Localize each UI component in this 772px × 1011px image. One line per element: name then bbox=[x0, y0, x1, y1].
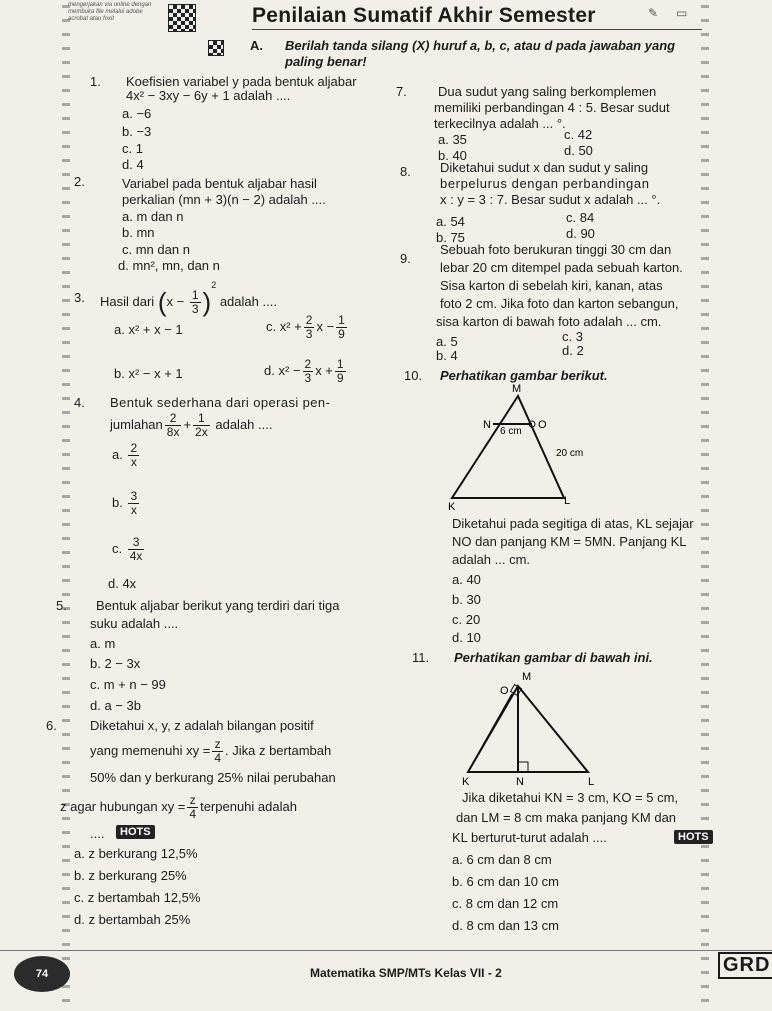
q3-option-c[interactable]: c. x² + $\frac{2}{3}$ x − $\frac{1}{9}$ bbox=[266, 313, 345, 341]
q4-text-2: jumlahan $\frac{2}{8x}$ + $\frac{1}{2x}$ adalah .... bbox=[110, 411, 273, 439]
q4-text-1: Bentuk sederhana dari operasi pen- bbox=[110, 395, 331, 410]
q10-label-o: O bbox=[538, 419, 547, 431]
q5-number: 5. bbox=[56, 598, 67, 613]
q6-option-a[interactable]: a. z berkurang 12,5% bbox=[74, 846, 198, 861]
q1-option-c[interactable]: c. 1 bbox=[122, 141, 143, 156]
q5-option-a[interactable]: a. m bbox=[90, 636, 116, 651]
q11-label-l: L bbox=[588, 776, 595, 788]
q10-option-a[interactable]: a. 40 bbox=[452, 572, 481, 587]
section-instruction: Berilah tanda silang (X) huruf a, b, c, atau d pada jawaban yang paling benar! bbox=[285, 38, 676, 69]
q3-option-b[interactable]: b. x² − x + 1 bbox=[114, 366, 183, 381]
q11-option-c[interactable]: c. 8 cm dan 12 cm bbox=[452, 896, 559, 911]
q10-label-ml-length: 20 cm bbox=[556, 448, 584, 459]
q10-triangle-kml bbox=[452, 396, 564, 498]
q9-text-5: sisa karton di bawah foto adalah ... cm. bbox=[436, 314, 662, 329]
q2-option-b[interactable]: b. mn bbox=[122, 225, 155, 240]
q10-label-l: L bbox=[564, 495, 571, 507]
q5-text-1: Bentuk aljabar berikut yang terdiri dari tiga bbox=[96, 598, 340, 613]
q7-text-2: memiliki perbandingan 4 : 5. Besar sudut bbox=[434, 100, 670, 115]
q9-text-2: lebar 20 cm ditempel pada sebuah karton. bbox=[440, 260, 683, 275]
qr-code bbox=[168, 4, 196, 32]
q10-text-1: Perhatikan gambar berikut. bbox=[440, 368, 608, 383]
publisher-logo: GRD bbox=[718, 952, 772, 979]
q6-text-5: .... bbox=[90, 826, 105, 841]
q11-text-3: dan LM = 8 cm maka panjang KM dan bbox=[456, 810, 677, 825]
q8-option-a[interactable]: a. 54 bbox=[436, 214, 465, 229]
q1-text-1: Koefisien variabel y pada bentuk aljabar bbox=[126, 74, 357, 89]
q10-option-c[interactable]: c. 20 bbox=[452, 612, 481, 627]
q11-text-1: Perhatikan gambar di bawah ini. bbox=[454, 650, 653, 665]
q8-text-2: berpelurus dengan perbandingan bbox=[440, 176, 650, 191]
q8-text-1: Diketahui sudut x dan sudut y saling bbox=[440, 160, 649, 175]
q1-text-2: 4x² − 3xy − 6y + 1 adalah .... bbox=[126, 88, 291, 103]
q1-option-b[interactable]: b. −3 bbox=[122, 124, 152, 139]
q9-option-b[interactable]: b. 4 bbox=[436, 348, 458, 363]
q3-stem-fraction: $\frac{1}{3}$ bbox=[191, 288, 199, 317]
q7-text-1: Dua sudut yang saling berkomplemen bbox=[438, 84, 657, 99]
q6-number: 6. bbox=[46, 718, 57, 733]
q10-label-k: K bbox=[448, 501, 456, 510]
q11-text-4: KL berturut-turut adalah .... bbox=[452, 830, 607, 845]
q10-text-3: NO dan panjang KM = 5MN. Panjang KL bbox=[452, 534, 687, 549]
q9-number: 9. bbox=[400, 251, 411, 266]
q6-text-1: Diketahui x, y, z adalah bilangan positif bbox=[90, 718, 314, 733]
q10-option-b[interactable]: b. 30 bbox=[452, 592, 481, 607]
q11-option-a[interactable]: a. 6 cm dan 8 cm bbox=[452, 852, 552, 867]
q7-option-a[interactable]: a. 35 bbox=[438, 132, 467, 147]
binder-rings-right bbox=[701, 0, 709, 1011]
q9-text-3: Sisa karton di sebelah kiri, kanan, atas bbox=[440, 278, 663, 293]
q11-triangle-kml bbox=[468, 686, 588, 772]
title-divider bbox=[252, 29, 702, 30]
q7-text-3: terkecilnya adalah ... °. bbox=[434, 116, 566, 131]
q6-text-2: yang memenuhi xy = $\frac{z}{4}$ . Jika z bertambah bbox=[90, 737, 332, 765]
q11-segment-ko bbox=[468, 694, 512, 772]
q10-text-4: adalah ... cm. bbox=[452, 552, 531, 567]
q2-number: 2. bbox=[74, 174, 85, 189]
q8-option-b[interactable]: b. 75 bbox=[436, 230, 465, 245]
q8-option-d[interactable]: d. 90 bbox=[566, 226, 595, 241]
q5-text-2: suku adalah .... bbox=[90, 616, 179, 631]
q11-triangle-figure bbox=[460, 668, 610, 798]
q6-text-4: z agar hubungan xy = $\frac{z}{4}$ terpenuhi adalah bbox=[60, 793, 297, 821]
q2-text-2: perkalian (mn + 3)(n − 2) adalah .... bbox=[122, 192, 326, 207]
q5-option-c[interactable]: c. m + n − 99 bbox=[90, 677, 166, 692]
q3-option-d[interactable]: d. x² − $\frac{2}{3}$ x + $\frac{1}{9}$ bbox=[264, 357, 344, 385]
q6-option-d[interactable]: d. z bertambah 25% bbox=[74, 912, 191, 927]
q11-label-o: O bbox=[500, 685, 509, 697]
page-number: 74 bbox=[14, 956, 70, 992]
q6-option-c[interactable]: c. z bertambah 12,5% bbox=[74, 890, 201, 905]
q7-option-c[interactable]: c. 42 bbox=[564, 127, 593, 142]
q2-option-c[interactable]: c. mn dan n bbox=[122, 242, 190, 257]
q9-option-c[interactable]: c. 3 bbox=[562, 329, 583, 344]
q10-option-d[interactable]: d. 10 bbox=[452, 630, 481, 645]
q2-option-d[interactable]: d. mn², mn, dan n bbox=[118, 258, 220, 273]
q6-option-b[interactable]: b. z berkurang 25% bbox=[74, 868, 187, 883]
q11-label-m: M bbox=[522, 671, 532, 683]
section-letter: A. bbox=[250, 38, 263, 53]
q9-text-1: Sebuah foto berukuran tinggi 30 cm dan bbox=[440, 242, 672, 257]
footer-title: Matematika SMP/MTs Kelas VII - 2 bbox=[310, 966, 502, 980]
q9-option-d[interactable]: d. 2 bbox=[562, 343, 584, 358]
q10-text-2: Diketahui pada segitiga di atas, KL sejajar bbox=[452, 516, 694, 531]
q4-option-a[interactable]: a. $\frac{2}{x}$ bbox=[112, 441, 138, 469]
q11-number: 11. bbox=[412, 650, 430, 665]
q10-label-m: M bbox=[512, 383, 522, 395]
q11-option-d[interactable]: d. 8 cm dan 13 cm bbox=[452, 918, 559, 933]
footer-divider bbox=[0, 950, 772, 951]
q8-number: 8. bbox=[400, 164, 411, 179]
q2-text-1: Variabel pada bentuk aljabar hasil bbox=[122, 176, 317, 191]
q7-number: 7. bbox=[396, 84, 407, 99]
q9-option-a[interactable]: a. 5 bbox=[436, 334, 458, 349]
q7-option-d[interactable]: d. 50 bbox=[564, 143, 593, 158]
binder-rings-left bbox=[62, 0, 70, 1011]
q5-option-b[interactable]: b. 2 − 3x bbox=[90, 656, 141, 671]
q10-label-n: N bbox=[483, 419, 491, 431]
q10-label-no-length: 6 cm bbox=[500, 426, 522, 437]
q8-text-3: x : y = 3 : 7. Besar sudut x adalah ... °. bbox=[440, 192, 661, 207]
q4-option-b[interactable]: b. $\frac{3}{x}$ bbox=[112, 489, 138, 517]
q1-option-a[interactable]: a. −6 bbox=[122, 106, 152, 121]
q11-option-b[interactable]: b. 6 cm dan 10 cm bbox=[452, 874, 559, 889]
page-title: Penilaian Sumatif Akhir Semester bbox=[252, 4, 596, 27]
pencil-icon: ✎ bbox=[648, 6, 659, 20]
q10-number: 10. bbox=[404, 368, 423, 383]
q9-text-4: foto 2 cm. Jika foto dan karton sebangun, bbox=[440, 296, 679, 311]
q6-hots-badge: HOTS bbox=[116, 825, 155, 839]
q4-number: 4. bbox=[74, 395, 85, 410]
q3-number: 3. bbox=[74, 290, 85, 305]
qr-code-small bbox=[208, 40, 224, 56]
q5-option-d[interactable]: d. a − 3b bbox=[90, 698, 141, 713]
q1-option-d[interactable]: d. 4 bbox=[122, 157, 144, 172]
q11-label-k: K bbox=[462, 776, 470, 788]
q11-label-n: N bbox=[516, 776, 524, 788]
q11-text-2: Jika diketahui KN = 3 cm, KO = 5 cm, bbox=[462, 790, 679, 805]
q4-option-d[interactable]: d. 4x bbox=[108, 576, 137, 591]
q6-text-3: 50% dan y berkurang 25% nilai perubahan bbox=[90, 770, 336, 785]
q4-option-c[interactable]: c. $\frac{3}{4x}$ bbox=[112, 535, 143, 563]
q3-stem: Hasil dari (x − $\frac{1}{3}$ )$^2$ adalah .... bbox=[100, 280, 277, 318]
q11-right-angle-n bbox=[518, 762, 528, 772]
header-hint: mengerjakan via online dengan membuka file melalui adobe acrobat atau foxit bbox=[68, 2, 152, 22]
q3-option-a[interactable]: a. x² + x − 1 bbox=[114, 322, 183, 337]
q8-option-c[interactable]: c. 84 bbox=[566, 210, 595, 225]
q10-triangle-figure bbox=[446, 380, 606, 510]
q2-option-a[interactable]: a. m dan n bbox=[122, 209, 184, 224]
q7-option-b[interactable]: b. 40 bbox=[438, 148, 467, 163]
q3-stem-post: adalah .... bbox=[219, 294, 277, 309]
q1-number: 1. bbox=[90, 74, 101, 89]
q3-stem-x: x − bbox=[166, 294, 185, 309]
q11-hots-badge: HOTS bbox=[674, 830, 713, 844]
book-icon: ▭ bbox=[676, 6, 688, 20]
q3-stem-pre: Hasil dari bbox=[100, 294, 155, 309]
